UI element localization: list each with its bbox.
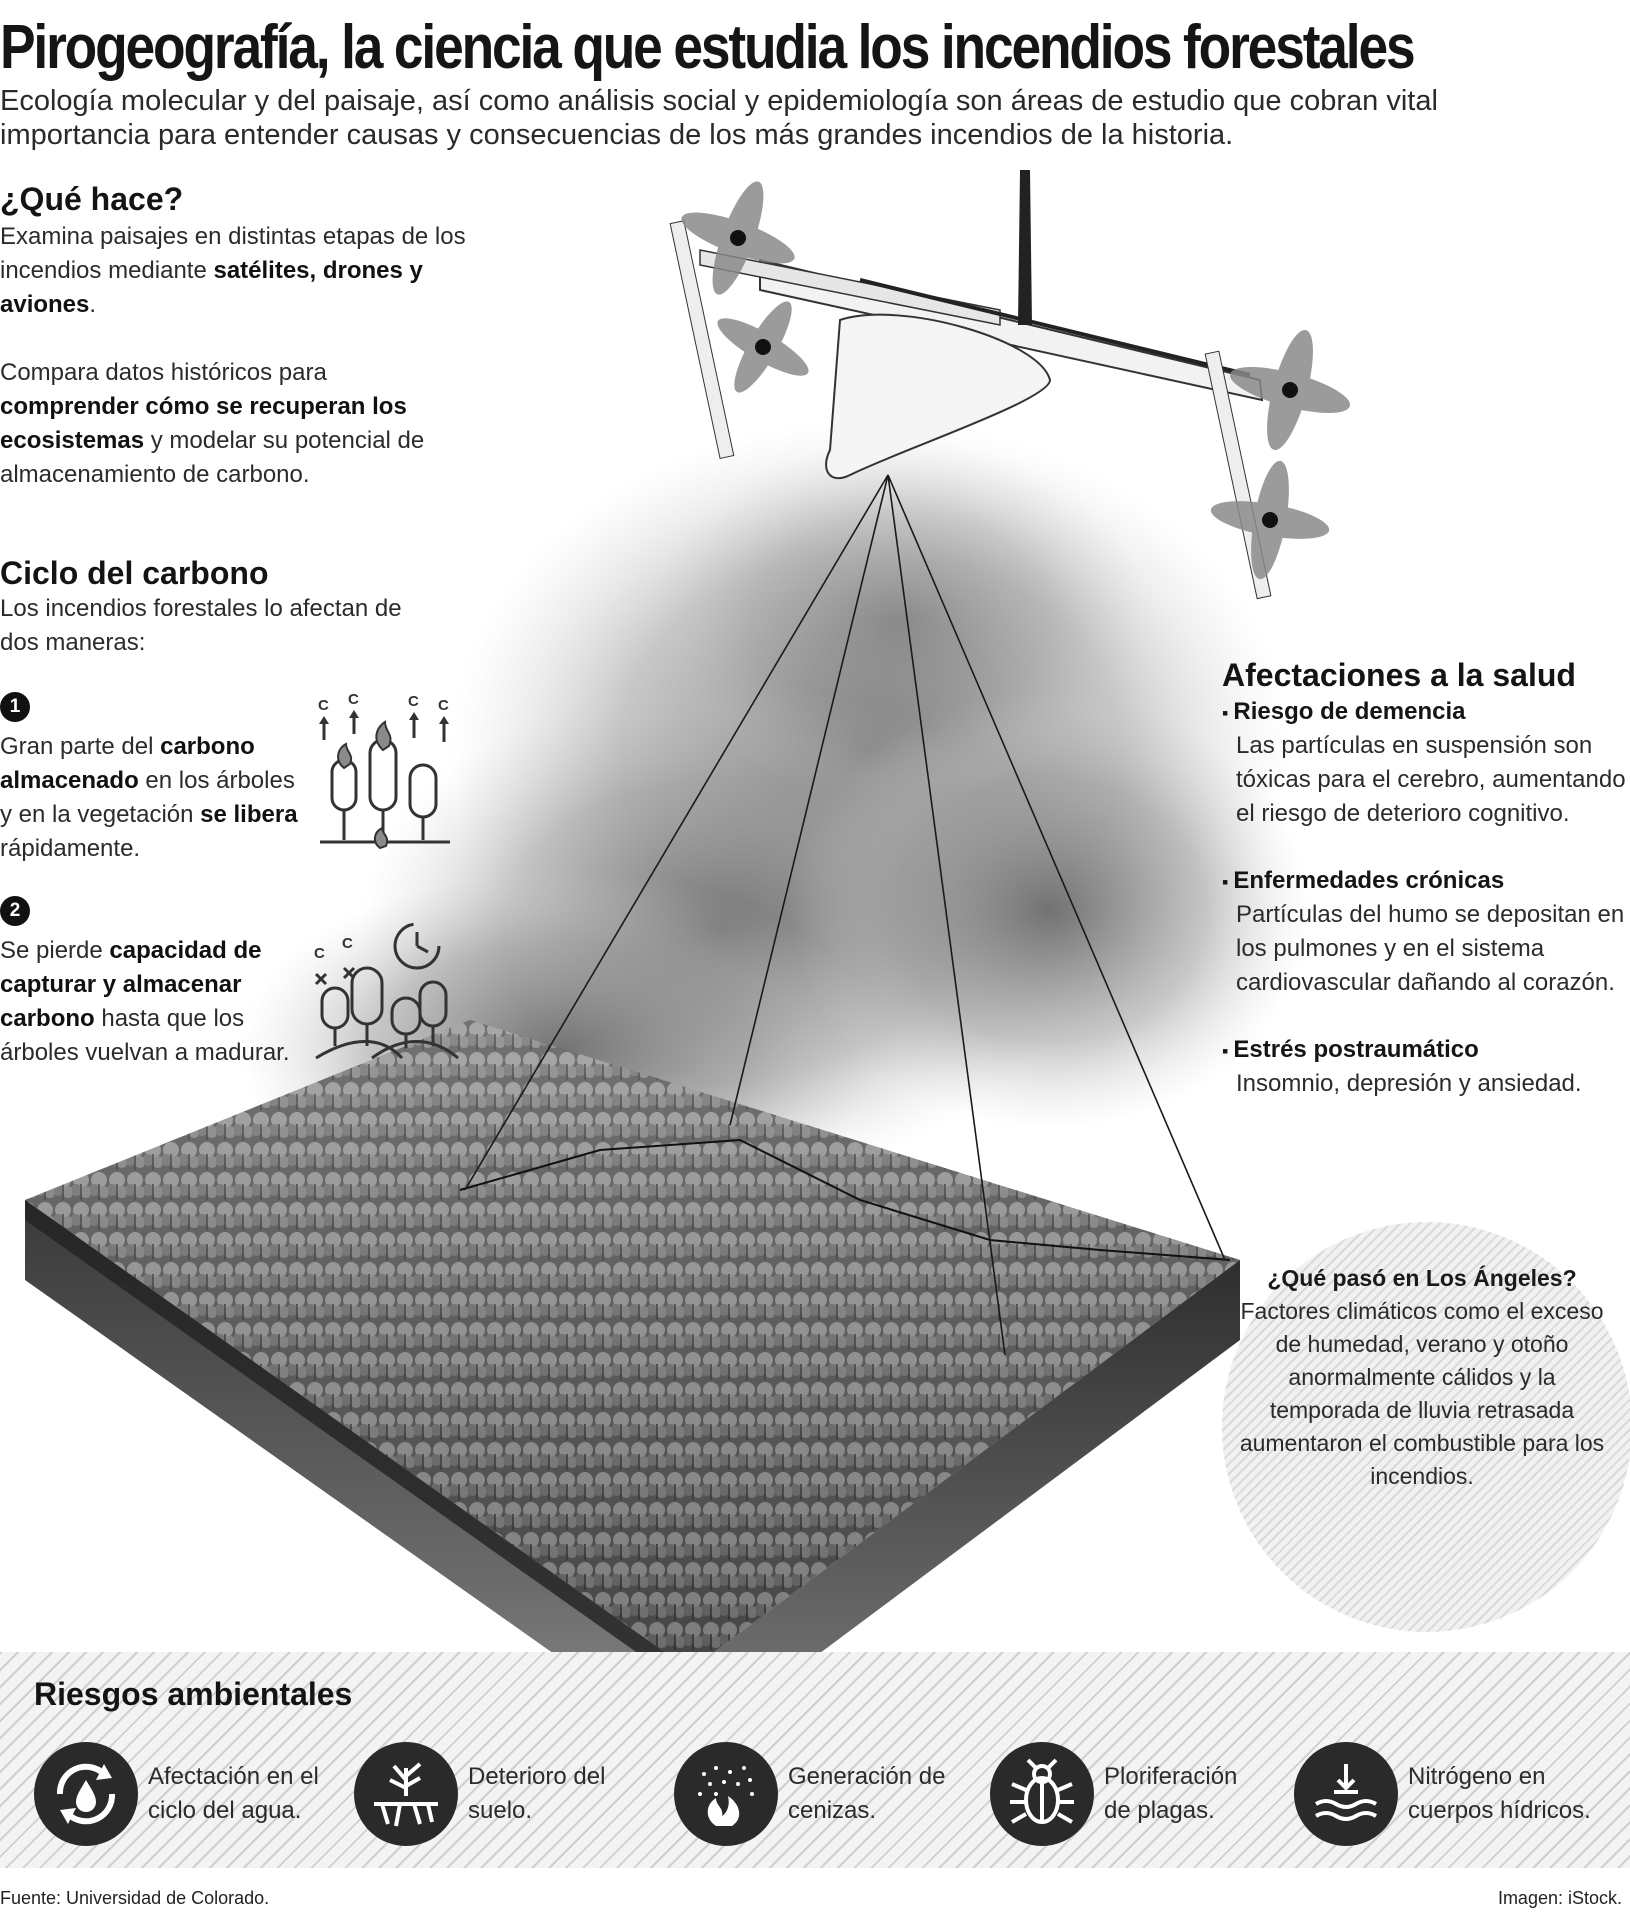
- que-hace-paragraph-1: [0, 220, 470, 322]
- risk-item-ash: [674, 1742, 968, 1846]
- riesgos-heading: Riesgos ambientales: [34, 1676, 353, 1712]
- text-span: rápidamente.: [0, 835, 141, 862]
- text-span: y modelar su potencial de almacenamiento de carbono.: [0, 427, 425, 488]
- text-span: en los árboles y en la vegetación: [0, 767, 295, 828]
- page-subtitle: Ecología molecular y del paisaje, así como análisis social y epidemiología son áreas de estudio que cobran vital importancia para entender causas y consecuencias de los más grandes incendios de la historia.: [0, 85, 1438, 151]
- los-angeles-title: ¿Qué pasó en Los Ángeles?: [1267, 1265, 1577, 1291]
- ciclo-heading: Ciclo del carbono: [0, 555, 269, 591]
- salud-item-body: Partículas del humo se depositan en los pulmones y en el sistema cardiovascular dañando al corazón.: [1236, 901, 1625, 996]
- text-bold: comprender cómo se recuperan los ecosistemas: [0, 393, 407, 454]
- que-hace-paragraph-2: [0, 356, 470, 492]
- text-span: Compara datos históricos para: [0, 359, 327, 386]
- salud-item-body: Insomnio, depresión y ansiedad.: [1236, 1070, 1582, 1097]
- text-span: Gran parte del: [0, 733, 161, 760]
- step-number-2: 2: [0, 896, 30, 926]
- text-bold: satélites, drones y aviones: [0, 257, 423, 318]
- salud-section: [1222, 656, 1630, 1101]
- risk-item-nitrogen: [1294, 1742, 1608, 1846]
- risk-label: Ploriferación de plagas.: [1104, 1763, 1238, 1824]
- source-credit: Fuente: Universidad de Colorado.: [0, 1888, 270, 1908]
- bug-icon: [990, 1742, 1094, 1846]
- carbon-capture-loss-icon: [312, 918, 462, 1068]
- salud-item-body: Las partículas en suspensión son tóxicas para el cerebro, aumentando el riesgo de deterioro cognitivo.: [1236, 732, 1626, 827]
- carbon-letter: C: [314, 945, 325, 962]
- text-span: hasta que los árboles vuelvan a madurar.: [0, 1005, 290, 1066]
- carbon-letter: C: [348, 691, 359, 708]
- cracked-soil-icon: [354, 1742, 458, 1846]
- salud-heading: Afectaciones a la salud: [1222, 657, 1576, 693]
- text-span: Examina paisajes en distintas etapas de los incendios mediante: [0, 223, 466, 284]
- salud-item-title: ▪ Enfermedades crónicas: [1222, 865, 1630, 898]
- water-cycle-icon: [34, 1742, 138, 1846]
- salud-item-estres: [1222, 1034, 1630, 1101]
- ciclo-item-1-text: [0, 730, 300, 866]
- text-span: Se pierde: [0, 937, 110, 964]
- ciclo-intro: Los incendios forestales lo afectan de dos maneras:: [0, 595, 402, 656]
- page-title: Pirogeografía, la ciencia que estudia los incendios forestales: [0, 13, 1414, 82]
- los-angeles-body: Factores climáticos como el exceso de humedad, verano y otoño anormalmente cálidos y la temporada de lluvia retrasada aumentaron el combustible para los incendios.: [1239, 1298, 1605, 1489]
- image-credit: Imagen: iStock.: [1497, 1888, 1622, 1908]
- risk-label: Deterioro del suelo.: [468, 1763, 606, 1824]
- salud-item-title: ▪ Riesgo de demencia: [1222, 696, 1630, 729]
- que-hace-section: [0, 180, 470, 492]
- ash-icon: [674, 1742, 778, 1846]
- risk-item-pests: [990, 1742, 1264, 1846]
- salud-item-title: ▪ Estrés postraumático: [1222, 1034, 1630, 1067]
- text-bold: carbono almacenado: [0, 733, 255, 794]
- ciclo-section: [0, 554, 430, 660]
- carbon-release-icon: [310, 690, 460, 860]
- text-bold: capacidad de capturar y almacenar carbono: [0, 937, 262, 1032]
- carbon-letter: C: [318, 697, 329, 714]
- risk-label: Nitrógeno en cuerpos hídricos.: [1408, 1763, 1591, 1824]
- los-angeles-text: [1232, 1262, 1612, 1493]
- risk-label: Afectación en el ciclo del agua.: [148, 1763, 319, 1824]
- step-number-1: 1: [0, 692, 30, 722]
- water-nitrogen-icon: [1294, 1742, 1398, 1846]
- risk-item-water-cycle: [34, 1742, 338, 1846]
- carbon-letter: C: [438, 697, 449, 714]
- text-span: .: [89, 291, 97, 318]
- salud-item-cronicas: [1222, 865, 1630, 1000]
- salud-item-demencia: [1222, 696, 1630, 831]
- carbon-letter: C: [342, 935, 353, 952]
- que-hace-heading: ¿Qué hace?: [0, 181, 184, 217]
- risk-item-soil: [354, 1742, 628, 1846]
- ciclo-item-2-text: [0, 934, 305, 1070]
- risk-label: Generación de cenizas.: [788, 1763, 946, 1824]
- carbon-letter: C: [408, 693, 419, 710]
- text-bold: se libera: [200, 801, 298, 828]
